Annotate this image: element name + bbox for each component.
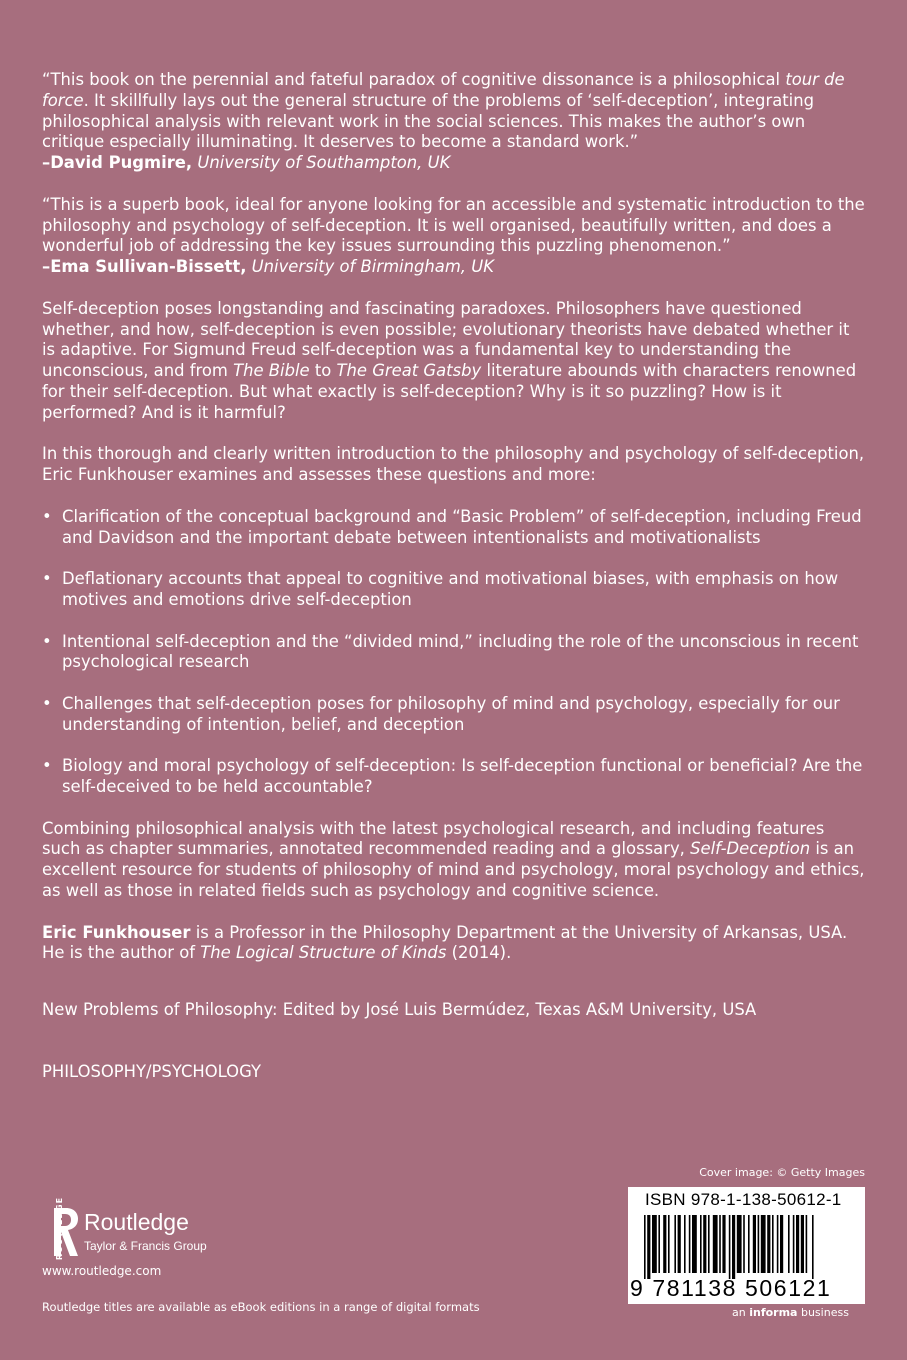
bullet-icon: • bbox=[42, 756, 52, 776]
intro-title-gatsby: The Great Gatsby bbox=[336, 361, 482, 381]
list-item bbox=[42, 507, 867, 549]
author-bio-text: is a Professor in the Philosophy Department at the University of Arkansas, USA. He is the author of bbox=[42, 922, 848, 963]
list-item bbox=[42, 632, 867, 674]
bullet-icon: • bbox=[42, 693, 52, 713]
author-bio bbox=[42, 923, 867, 965]
series-line: New Problems of Philosophy: Edited by José Luis Bermúdez, Texas A&M University, USA bbox=[42, 1000, 757, 1019]
intro-text: literature abounds with characters renowned for their self-deception. But what exactly is self-deception? Why is it so puzzling? How is it performed? And is it harmful? bbox=[42, 361, 857, 422]
subject-category: PHILOSOPHY/PSYCHOLOGY bbox=[42, 1062, 261, 1081]
routledge-r-icon bbox=[52, 1206, 80, 1258]
author-previous-book: The Logical Structure of Kinds bbox=[200, 943, 447, 963]
endorser-affiliation: University of Southampton, UK bbox=[197, 153, 451, 173]
list-item bbox=[42, 756, 867, 798]
lead-in-paragraph: In this thorough and clearly written introduction to the philosophy and psychology of self-deception, Eric Funkhouser examines and assesses these questions and more: bbox=[42, 444, 865, 485]
summary-text: is an excellent resource for students of philosophy of mind and psychology, moral psychology and ethics, as well as those in related fields such as psychology and cognitive science. bbox=[42, 839, 865, 901]
bullet-icon: • bbox=[42, 506, 52, 526]
endorser-name: –Ema Sullivan-Bissett, bbox=[42, 257, 247, 277]
list-item-text: Intentional self-deception and the “divided mind,” including the role of the unconscious in recent psychological research bbox=[62, 631, 859, 672]
intro-paragraph bbox=[42, 299, 867, 424]
intro-text: to bbox=[309, 361, 337, 381]
cover-credit: Cover image: © Getty Images bbox=[699, 1166, 865, 1179]
routledge-logo bbox=[42, 1206, 262, 1262]
publisher-name: Routledge bbox=[84, 1209, 189, 1235]
back-cover-text bbox=[42, 70, 867, 985]
endorsement-italic: tour de force bbox=[42, 70, 845, 110]
informa-text: business bbox=[797, 1306, 849, 1319]
publisher-group: Taylor & Francis Group bbox=[84, 1239, 207, 1253]
endorsement-text-cont: . It skillfully lays out the general structure of the problems of ‘self-deception’, integrating philosophical analysis with relevant work in the social sciences. This makes the author’s own critique especially illuminating. It deserves to become a standard work.” bbox=[42, 90, 815, 152]
summary-paragraph bbox=[42, 819, 867, 902]
summary-text: Combining philosophical analysis with the latest psychological research, and including features such as chapter summaries, annotated recommended reading and a glossary, bbox=[42, 818, 825, 859]
endorsement-sullivan-bissett bbox=[42, 195, 867, 278]
intro-title-bible: The Bible bbox=[233, 361, 310, 381]
list-item-text: Deflationary accounts that appeal to cognitive and motivational biases, with emphasis on how motives and emotions drive self-deception bbox=[62, 569, 839, 609]
endorser-affiliation: University of Birmingham, UK bbox=[251, 257, 494, 277]
author-bio-text: (2014). bbox=[446, 943, 512, 963]
author-name: Eric Funkhouser bbox=[42, 922, 191, 942]
list-item-text: Challenges that self-deception poses for philosophy of mind and psychology, especially for our understanding of intention, belief, and deception bbox=[62, 693, 840, 734]
intro-text: Self-deception poses longstanding and fascinating paradoxes. Philosophers have questioned whether, and how, self-deception is even possible; evolutionary theorists have debated whether it is adaptive. For Sigmund Freud self-deception was a fundamental key to understanding the unconscious, and from bbox=[42, 298, 850, 381]
informa-text: an bbox=[732, 1306, 750, 1319]
list-item-text: Biology and moral psychology of self-deception: Is self-deception functional or beneficial? Are the self-deceived to be held accountable? bbox=[62, 756, 863, 797]
list-item bbox=[42, 694, 867, 736]
informa-brand: informa bbox=[749, 1306, 798, 1319]
list-item-text: Clarification of the conceptual background and “Basic Problem” of self-deception, including Freud and Davidson and the important debate between intentionalists and motivationalists bbox=[62, 506, 862, 547]
informa-tagline bbox=[732, 1306, 849, 1319]
ebook-note: Routledge titles are available as eBook editions in a range of digital formats bbox=[42, 1300, 480, 1314]
endorsement-pugmire bbox=[42, 70, 867, 174]
bullet-icon: • bbox=[42, 569, 52, 589]
barcode-digits: 9 781138 506121 bbox=[630, 1275, 832, 1301]
publisher-website[interactable]: www.routledge.com bbox=[42, 1264, 162, 1278]
list-item bbox=[42, 569, 867, 611]
isbn-barcode bbox=[628, 1187, 865, 1304]
bullet-icon: • bbox=[42, 631, 52, 651]
endorsement-text: “This book on the perennial and fateful paradox of cognitive dissonance is a philosophical bbox=[42, 70, 786, 89]
endorsement-text: “This is a superb book, ideal for anyone looking for an accessible and systematic introduction to the philosophy and psychology of self-deception. It is well organised, beautifully written, and does a wonderful job of addressing the key issues surrounding this puzzling phenomenon.” bbox=[42, 194, 865, 256]
endorser-name: –David Pugmire, bbox=[42, 153, 193, 173]
book-title: Self-Deception bbox=[690, 839, 811, 859]
topic-list bbox=[42, 507, 867, 798]
isbn-label: ISBN 978-1-138-50612-1 bbox=[645, 1190, 842, 1209]
